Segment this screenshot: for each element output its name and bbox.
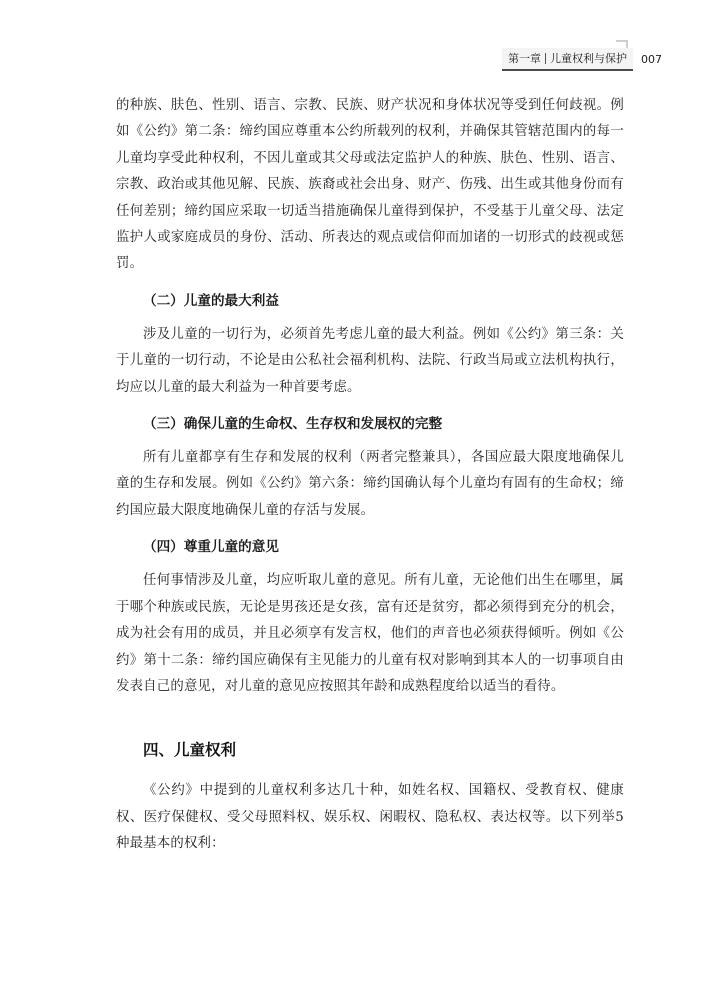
chapter-number: 第一章 — [508, 51, 541, 65]
paragraph-right-to-life: 所有儿童都享有生存和发展的权利（两者完整兼具），各国应最大限度地确保儿童的生存和发展。例如《公约》第六条：缔约国确认每个儿童均有固有的生命权；缔约国应最大限度地确保儿童的存活与发展。 — [116, 450, 624, 518]
chapter-tag — [502, 48, 633, 71]
running-header — [502, 48, 662, 70]
paragraph-continuation: 的种族、肤色、性别、语言、宗教、民族、财产状况和身体状况等受到任何歧视。例如《公约》第二条：缔约国应尊重本公约所载列的权利，并确保其管辖范围内的每一儿童均享受此种权利，不因儿童或其父母或法定监护人的种族、肤色、性别、语言、宗教、政治或其他见解、民族、族裔或社会出身、财产、伤残、出生或其他身份而有任何差别；缔约国应采取一切适当措施确保儿童得到保护，不受基于儿童父母、法定监护人或家庭成员的身份、活动、所表达的观点或信仰而加诸的一切形式的歧视或惩罚。 — [116, 98, 624, 272]
header-separator — [545, 53, 546, 64]
subheading-right-to-life: （三）确保儿童的生命权、生存权和发展权的完整 — [143, 416, 443, 433]
page-body — [116, 93, 624, 858]
paragraph-respect-views: 任何事情涉及儿童，均应听取儿童的意见。所有儿童，无论他们出生在哪里，属于哪个种族或民族，无论是男孩还是女孩，富有还是贫穷，都必须得到充分的机会，成为社会有用的成员，并且必须享有发言权，他们的声音也必须获得倾听。例如《公约》第十二条：缔约国应确保有主见能力的儿童有权对影响到其本人的一切事项自由发表自己的意见，对儿童的意见应按照其年龄和成熟程度给以适当的看待。 — [116, 573, 624, 694]
page-number: 007 — [641, 52, 662, 66]
paragraph-children-rights: 《公约》中提到的儿童权利多达几十种，如姓名权、国籍权、受教育权、健康权、医疗保健权、受父母照料权、娱乐权、闲暇权、隐私权、表达权等。以下列举5种最基本的权利： — [116, 783, 624, 852]
subheading-best-interests: （二）儿童的最大利益 — [143, 292, 279, 309]
paragraph-best-interests: 涉及儿童的一切行为，必须首先考虑儿童的最大利益。例如《公约》第三条：关于儿童的一切行动，不论是由公私社会福利机构、法院、行政当局或立法机构执行，均应以儿童的最大利益为一种首要考虑。 — [116, 326, 624, 395]
chapter-title: 儿童权利与保护 — [550, 51, 627, 65]
subheading-respect-views: （四）尊重儿童的意见 — [143, 539, 279, 556]
section-heading-children-rights: 四、儿童权利 — [143, 741, 237, 760]
